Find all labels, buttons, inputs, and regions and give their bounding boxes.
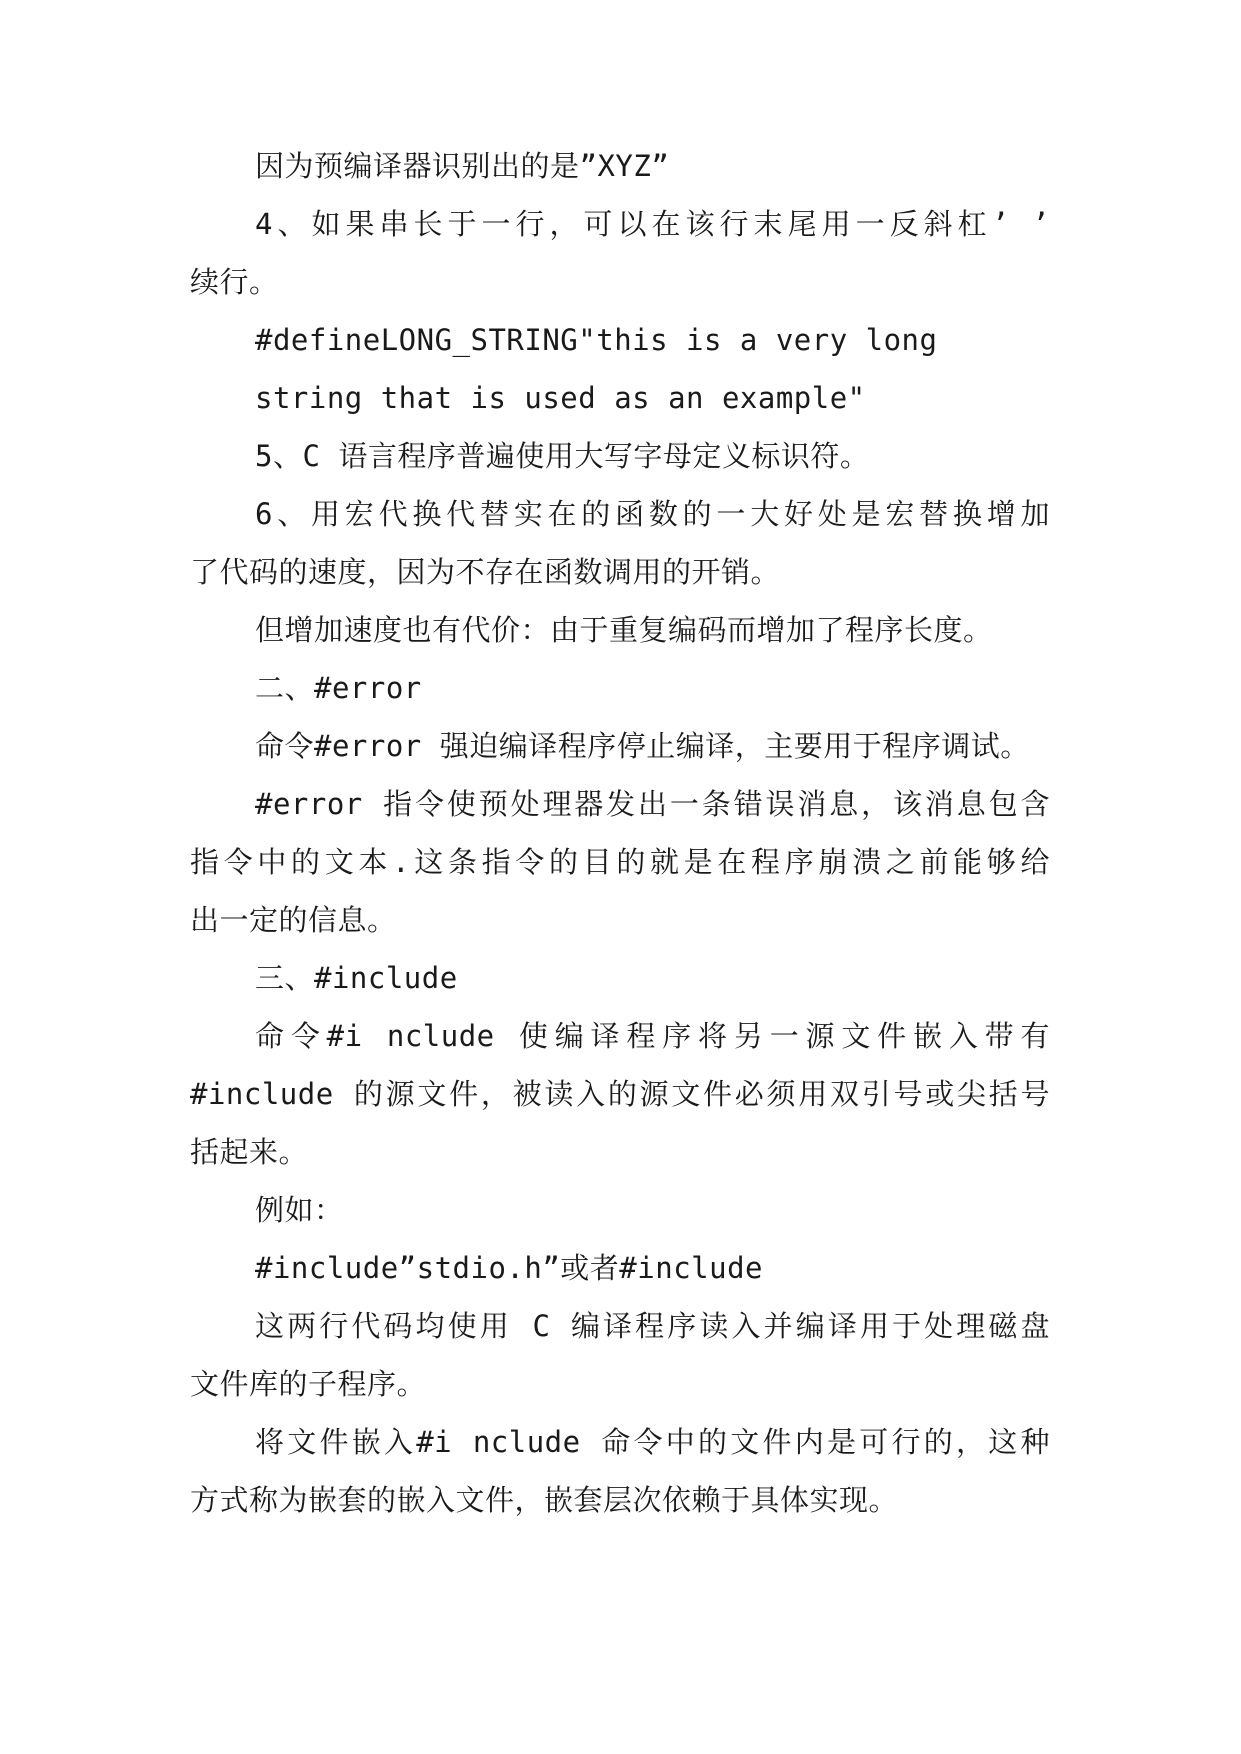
text-line: 例如：: [255, 1193, 344, 1227]
text-line: 指令中的文本.这条指令的目的就是在程序崩溃之前能够给: [190, 845, 1050, 879]
text-line: 命令#i nclude 使编译程序将另一源文件嵌入带有: [255, 1019, 1050, 1053]
text-line: 6、用宏代换代替实在的函数的一大好处是宏替换增加: [255, 497, 1050, 531]
text-line: 命令#error 强迫编译程序停止编译，主要用于程序调试。: [255, 729, 1030, 763]
code-line: #include”stdio.h”或者#include: [255, 1251, 763, 1285]
text-line: 了代码的速度，因为不存在函数调用的开销。: [190, 555, 781, 589]
section-heading: 三、#include: [255, 961, 458, 995]
code-line: string that is used as an example": [255, 381, 866, 415]
text-line: 将文件嵌入#i nclude 命令中的文件内是可行的，这种: [255, 1425, 1050, 1459]
text-line: #error 指令使预处理器发出一条错误消息，该消息包含: [255, 787, 1050, 821]
text-line: 这两行代码均使用 C 编译程序读入并编译用于处理磁盘: [255, 1309, 1050, 1343]
text-line: 出一定的信息。: [190, 903, 397, 937]
code-line: #defineLONG_STRING"this is a very long: [255, 323, 938, 357]
text-line: 4、如果串长于一行，可以在该行末尾用一反斜杠’ ’: [255, 207, 1050, 241]
text-line: 5、C 语言程序普遍使用大写字母定义标识符。: [255, 439, 870, 473]
text-line: 因为预编译器识别出的是”XYZ”: [255, 149, 670, 183]
text-line: 方式称为嵌套的嵌入文件，嵌套层次依赖于具体实现。: [190, 1483, 899, 1517]
text-line: 但增加速度也有代价：由于重复编码而增加了程序长度。: [255, 613, 993, 647]
text-line: 文件库的子程序。: [190, 1367, 427, 1401]
text-line: #include 的源文件，被读入的源文件必须用双引号或尖括号: [190, 1077, 1050, 1111]
section-heading: 二、#error: [255, 671, 422, 705]
text-line: 续行。: [190, 265, 279, 299]
text-line: 括起来。: [190, 1135, 309, 1169]
